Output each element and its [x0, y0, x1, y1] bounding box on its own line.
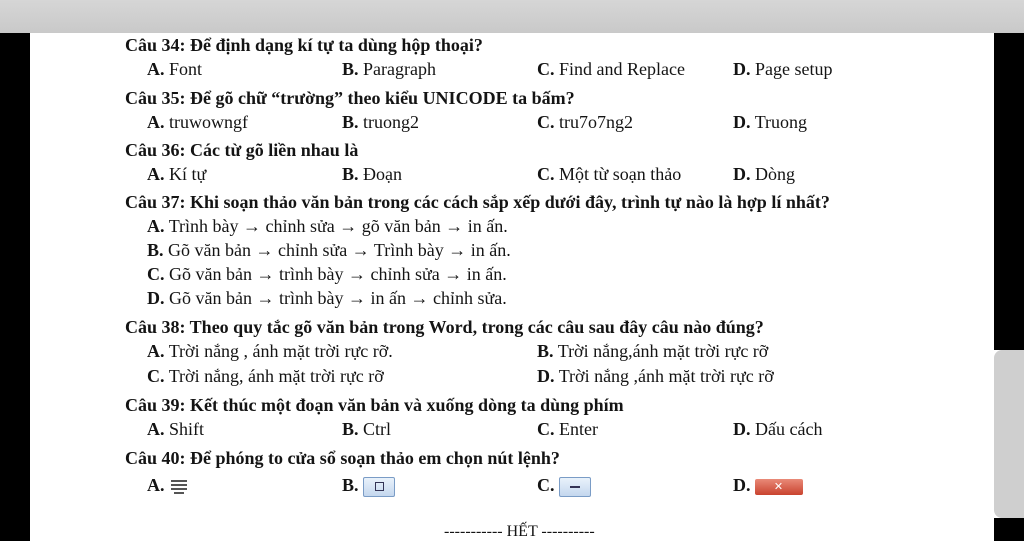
q39-option-a: A. Shift — [147, 419, 205, 439]
q38-option-b: B. Trời nắng,ánh mặt trời rực rỡ — [537, 341, 769, 361]
q36-option-d: D. Dòng — [733, 164, 795, 184]
q36-option-a: A. Kí tự — [147, 164, 207, 184]
q37-option-b: B. Gõ văn bản → chỉnh sửa → Trình bày → in ấn. — [147, 240, 511, 260]
question-38: Câu 38: Theo quy tắc gõ văn bản trong Word, trong các câu sau đây câu nào đúng? — [125, 317, 764, 337]
q34-option-b: B. Paragraph — [342, 59, 436, 79]
right-border-bottom — [994, 518, 1024, 541]
question-37: Câu 37: Khi soạn thảo văn bản trong các cách sắp xếp dưới đây, trình tự nào là hợp lí nhất? — [125, 192, 830, 212]
q37-option-a: A. Trình bày → chỉnh sửa → gõ văn bản → in ấn. — [147, 216, 508, 236]
q40-option-a: A. — [147, 475, 187, 496]
menu-lines-icon — [171, 480, 187, 494]
right-scroll-tab[interactable] — [994, 350, 1024, 518]
maximize-button-icon — [363, 477, 395, 497]
q38-option-d: D. Trời nắng ,ánh mặt trời rực rỡ — [537, 366, 774, 386]
question-40: Câu 40: Để phóng to cửa sổ soạn thảo em chọn nút lệnh? — [125, 448, 560, 468]
q39-option-c: C. Enter — [537, 419, 598, 439]
top-bar — [0, 0, 1024, 33]
right-border — [994, 33, 1024, 350]
q35-option-c: C. tru7o7ng2 — [537, 112, 633, 132]
q34-option-d: D. Page setup — [733, 59, 833, 79]
q39-option-d: D. Dấu cách — [733, 419, 823, 439]
left-border — [0, 33, 30, 541]
q37-option-d: D. Gõ văn bản → trình bày → in ấn → chỉnh sửa. — [147, 288, 507, 308]
close-button-icon: ✕ — [755, 479, 803, 495]
q34-option-a: A. Font — [147, 59, 203, 79]
question-34: Câu 34: Để định dạng kí tự ta dùng hộp thoại? — [125, 35, 483, 55]
q35-option-d: D. Truong — [733, 112, 808, 132]
question-35: Câu 35: Để gõ chữ “trường” theo kiểu UNICODE ta bấm? — [125, 88, 575, 108]
question-39: Câu 39: Kết thúc một đoạn văn bản và xuống dòng ta dùng phím — [125, 395, 624, 415]
q35-option-a: A. truwowngf — [147, 112, 248, 132]
question-36: Câu 36: Các từ gõ liền nhau là — [125, 140, 359, 160]
minimize-button-icon — [559, 477, 591, 497]
q36-option-c: C. Một từ soạn thảo — [537, 164, 682, 184]
q36-option-b: B. Đoạn — [342, 164, 403, 184]
q39-option-b: B. Ctrl — [342, 419, 392, 439]
q38-option-c: C. Trời nắng, ánh mặt trời rực rỡ — [147, 366, 384, 386]
q35-option-b: B. truong2 — [342, 112, 420, 132]
q40-option-c: C. — [537, 475, 591, 497]
q38-option-a: A. Trời nắng , ánh mặt trời rực rỡ. — [147, 341, 393, 361]
end-marker: ----------- HẾT ---------- — [444, 523, 595, 540]
q40-option-b: B. — [342, 475, 395, 497]
q37-option-c: C. Gõ văn bản → trình bày → chỉnh sửa → in ấn. — [147, 264, 507, 284]
document-page — [30, 33, 994, 541]
q40-option-d: D. ✕ — [733, 475, 803, 496]
q34-option-c: C. Find and Replace — [537, 59, 685, 79]
